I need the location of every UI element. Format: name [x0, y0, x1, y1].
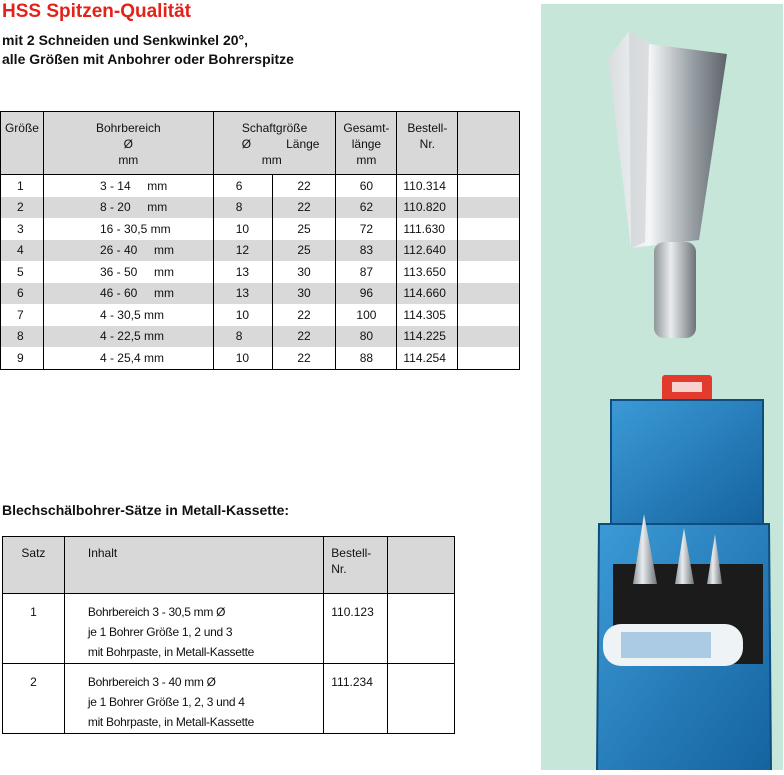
product-illustration [541, 4, 783, 770]
header-empty [458, 112, 520, 175]
table-row: 4 26 - 40 mm 12 25 83 112.640 [1, 240, 520, 262]
header-shaft: Schaftgröße Ø Länge mm [213, 112, 336, 175]
table-row: 5 36 - 50 mm 13 30 87 113.650 [1, 261, 520, 283]
subtitle-line-2: alle Größen mit Anbohrer oder Bohrerspitze [2, 51, 294, 67]
header-total-length: Gesamt- länge mm [336, 112, 397, 175]
header-range: Bohrbereich Ø mm [43, 112, 213, 175]
header-empty [388, 537, 455, 594]
header-order-nr: Bestell- Nr. [324, 537, 388, 594]
table-row: 1 3 - 14 mm 6 22 60 110.314 [1, 175, 520, 197]
subtitle-line-1: mit 2 Schneiden und Senkwinkel 20°, [2, 32, 248, 48]
drill-spec-table [0, 111, 520, 370]
table-row: 7 4 - 30,5 mm 10 22 100 114.305 [1, 304, 520, 326]
metal-case-image [597, 375, 771, 770]
table-row: 8 4 - 22,5 mm 8 22 80 114.225 [1, 326, 520, 348]
cone-drill-image [608, 31, 727, 338]
header-size: Größe [1, 112, 44, 175]
table-row: 2 8 - 20 mm 8 22 62 110.820 [1, 197, 520, 219]
table-row: 9 4 - 25,4 mm 10 22 88 114.254 [1, 347, 520, 369]
header-content: Inhalt [64, 537, 323, 594]
product-photo-panel [541, 4, 783, 770]
page-title: HSS Spitzen-Qualität [2, 1, 191, 22]
set-table [2, 536, 455, 734]
header-set: Satz [3, 537, 65, 594]
table-row: 3 16 - 30,5 mm 10 25 72 111.630 [1, 218, 520, 240]
table-row: 6 46 - 60 mm 13 30 96 114.660 [1, 283, 520, 305]
section-title-sets: Blechschälbohrer-Sätze in Metall-Kassette: [2, 502, 290, 518]
header-order-nr: Bestell- Nr. [397, 112, 458, 175]
table-row: 2 Bohrbereich 3 - 40 mm Ø je 1 Bohrer Größe 1, 2, 3 und 4 mit Bohrpaste, in Metall-Kassette 111.234 [3, 664, 455, 734]
table-row: 1 Bohrbereich 3 - 30,5 mm Ø je 1 Bohrer Größe 1, 2 und 3 mit Bohrpaste, in Metall-Kassette 110.123 [3, 594, 455, 664]
